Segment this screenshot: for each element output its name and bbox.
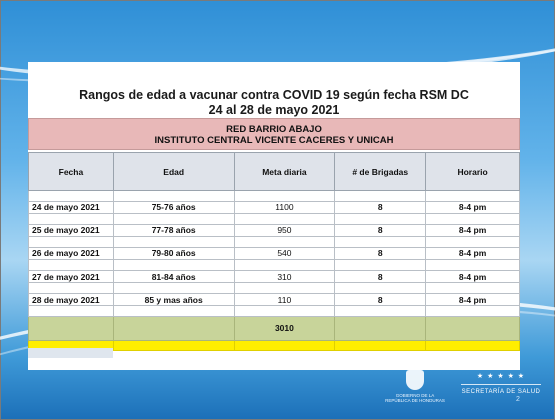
cell-meta: 1100: [234, 201, 335, 214]
table-row: [29, 247, 520, 260]
table-row: [29, 224, 520, 237]
cell-fecha: 28 de mayo 2021: [29, 293, 114, 306]
document-title: [28, 88, 520, 118]
coat-of-arms-icon: [406, 370, 424, 390]
cell-meta: 950: [234, 224, 335, 237]
cell-fecha: 26 de mayo 2021: [29, 247, 114, 260]
title-line-2: 24 al 28 de mayo 2021: [208, 103, 340, 117]
cell-horario: 8-4 pm: [426, 201, 520, 214]
header-meta-diaria: Meta diaria: [234, 153, 335, 191]
cell-edad: 79-80 años: [113, 247, 234, 260]
divider: [461, 384, 541, 385]
cell-horario: 8-4 pm: [426, 224, 520, 237]
vaccination-schedule-table: [28, 152, 520, 351]
title-line-1: Rangos de edad a vacunar contra COVID 19 según fecha RSM DC: [79, 88, 469, 102]
stars-icon: ★ ★ ★ ★ ★: [476, 373, 526, 380]
spacer-row: [29, 283, 520, 294]
cell-meta: 110: [234, 293, 335, 306]
spacer-row: [29, 237, 520, 248]
cell-edad: 77-78 años: [113, 224, 234, 237]
cell-brigadas: 8: [335, 293, 426, 306]
header-fecha: Fecha: [29, 153, 114, 191]
cell-edad: 85 y mas años: [113, 293, 234, 306]
secretaria-de-salud-logo: [455, 372, 547, 402]
spacer-row: [29, 306, 520, 317]
cell-horario: 8-4 pm: [426, 270, 520, 283]
cell-brigadas: 8: [335, 224, 426, 237]
cell-horario: 8-4 pm: [426, 247, 520, 260]
bottom-strip: [28, 348, 113, 358]
cell-fecha: 27 de mayo 2021: [29, 270, 114, 283]
total-row: [29, 316, 520, 340]
table-header-row: [29, 153, 520, 191]
cell-brigadas: 8: [335, 247, 426, 260]
page-number: 2: [516, 396, 520, 403]
cell-edad: 75-76 años: [113, 201, 234, 214]
org-line-1: RED BARRIO ABAJO: [226, 124, 322, 135]
spacer-row: [29, 260, 520, 271]
cell-edad: 81-84 años: [113, 270, 234, 283]
spacer-row: [29, 214, 520, 225]
table-row: [29, 201, 520, 214]
government-logo: [385, 370, 445, 412]
header-brigadas: # de Brigadas: [335, 153, 426, 191]
org-line-2: INSTITUTO CENTRAL VICENTE CACERES Y UNICAH: [154, 135, 394, 146]
table-row: [29, 270, 520, 283]
header-horario: Horario: [426, 153, 520, 191]
header-edad: Edad: [113, 153, 234, 191]
cell-horario: 8-4 pm: [426, 293, 520, 306]
total-meta: 3010: [234, 316, 335, 340]
secretaria-text: SECRETARÍA DE SALUD: [461, 389, 541, 395]
table-row: [29, 293, 520, 306]
logo-caption: GOBIERNO DE LA REPÚBLICA DE HONDURAS: [385, 393, 445, 403]
cell-fecha: 25 de mayo 2021: [29, 224, 114, 237]
cell-brigadas: 8: [335, 270, 426, 283]
cell-brigadas: 8: [335, 201, 426, 214]
organization-band: [28, 118, 520, 150]
schedule-document: [28, 62, 520, 370]
cell-meta: 540: [234, 247, 335, 260]
cell-fecha: 24 de mayo 2021: [29, 201, 114, 214]
cell-meta: 310: [234, 270, 335, 283]
spacer-row: [29, 191, 520, 202]
